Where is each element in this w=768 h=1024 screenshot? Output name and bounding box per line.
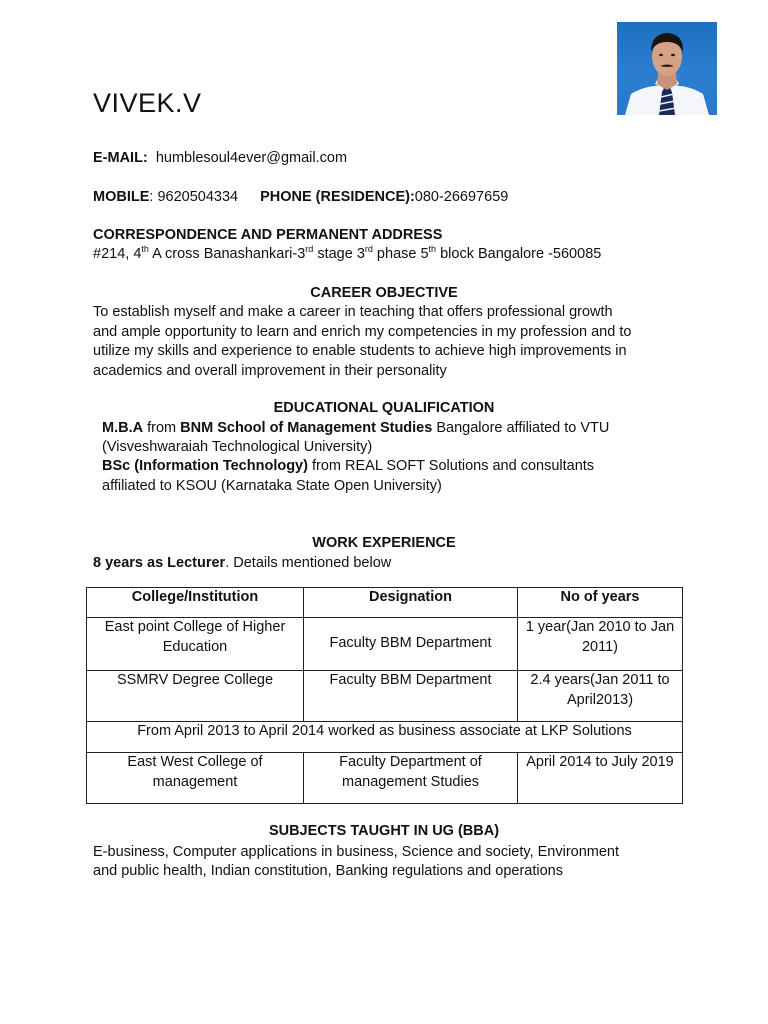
college-cell: East point College of Higher Education bbox=[87, 618, 304, 671]
address-part: A cross Banashankari-3 bbox=[148, 246, 306, 262]
email-value: humblesoul4ever@gmail.com bbox=[155, 150, 348, 166]
address-heading: CORRESPONDENCE AND PERMANENT ADDRESS bbox=[93, 227, 443, 243]
table-row bbox=[87, 671, 683, 722]
mba-school: BNM School of Management Studies bbox=[180, 420, 433, 436]
candidate-name: VIVEK.V bbox=[93, 88, 202, 118]
subjects-heading: SUBJECTS TAUGHT IN UG (BBA) bbox=[268, 823, 500, 839]
table-row bbox=[87, 753, 683, 804]
address-part: phase 5 bbox=[372, 246, 429, 262]
designation-cell: Faculty BBM Department bbox=[304, 618, 518, 671]
objective-heading: CAREER OBJECTIVE bbox=[310, 285, 458, 301]
subjects-line: E-business, Computer applications in business, Science and society, Environment bbox=[93, 844, 620, 860]
objective-line: To establish myself and make a career in teaching that offers professional growth bbox=[93, 304, 613, 320]
mba-rest: Bangalore affiliated to VTU bbox=[432, 420, 610, 436]
years-cell: 2.4 years(Jan 2011 to April2013) bbox=[518, 671, 683, 722]
objective-line: utilize my skills and experience to enable students to achieve high improvements in bbox=[93, 343, 627, 359]
college-cell: SSMRV Degree College bbox=[87, 671, 304, 722]
phone-value: 080-26697659 bbox=[414, 189, 509, 205]
mba-from: from bbox=[143, 420, 181, 436]
designation-cell: Faculty Department of management Studies bbox=[304, 753, 518, 804]
table-row bbox=[87, 618, 683, 671]
email-label: E-MAIL: bbox=[93, 150, 148, 166]
address-sup: rd bbox=[364, 244, 373, 255]
bsc-degree: BSc (Information Technology) bbox=[102, 458, 308, 474]
subjects-line: and public health, Indian constitution, Banking regulations and operations bbox=[93, 863, 563, 879]
column-header: Designation bbox=[304, 588, 518, 618]
address-sup: rd bbox=[305, 244, 314, 255]
address-part: #214, 4 bbox=[93, 246, 142, 262]
mba-degree: M.B.A bbox=[102, 420, 144, 436]
column-header: College/Institution bbox=[87, 588, 304, 618]
work-heading: WORK EXPERIENCE bbox=[312, 535, 456, 551]
mobile-label: MOBILE bbox=[93, 189, 150, 205]
work-summary-bold: 8 years as Lecturer bbox=[93, 555, 226, 571]
objective-line: academics and overall improvement in their personality bbox=[93, 363, 447, 379]
address-part: block Bangalore -560085 bbox=[436, 246, 602, 262]
address-part: stage 3 bbox=[313, 246, 365, 262]
mobile-value: : 9620504334 bbox=[149, 189, 239, 205]
years-cell: April 2014 to July 2019 bbox=[518, 753, 683, 804]
education-mba bbox=[102, 419, 609, 439]
person-portrait-image bbox=[617, 22, 717, 115]
designation-cell: Faculty BBM Department bbox=[304, 671, 518, 722]
work-summary-rest: . Details mentioned below bbox=[225, 555, 392, 571]
work-experience-table bbox=[86, 587, 683, 804]
bsc-rest: from REAL SOFT Solutions and consultants bbox=[307, 458, 595, 474]
address-sup: th bbox=[141, 244, 149, 255]
education-bsc bbox=[102, 457, 594, 477]
note-cell: From April 2013 to April 2014 worked as business associate at LKP Solutions bbox=[87, 722, 683, 753]
phone-line bbox=[93, 188, 508, 208]
years-cell: 1 year(Jan 2010 to Jan 2011) bbox=[518, 618, 683, 671]
address-text bbox=[93, 245, 601, 265]
phone-label: PHONE (RESIDENCE): bbox=[260, 189, 415, 205]
profile-photo bbox=[617, 22, 717, 115]
table-row-note bbox=[87, 722, 683, 753]
college-cell: East West College of management bbox=[87, 753, 304, 804]
email-line bbox=[93, 149, 347, 169]
address-sup: th bbox=[428, 244, 437, 255]
education-heading: EDUCATIONAL QUALIFICATION bbox=[273, 400, 495, 416]
work-summary bbox=[93, 554, 391, 574]
objective-line: and ample opportunity to learn and enrich my competencies in my profession and to bbox=[93, 324, 632, 340]
education-bsc-line2: affiliated to KSOU (Karnataka State Open University) bbox=[102, 478, 442, 494]
education-mba-line2: (Visveshwaraiah Technological University) bbox=[102, 439, 373, 455]
column-header: No of years bbox=[518, 588, 683, 618]
table-header-row bbox=[87, 588, 683, 618]
